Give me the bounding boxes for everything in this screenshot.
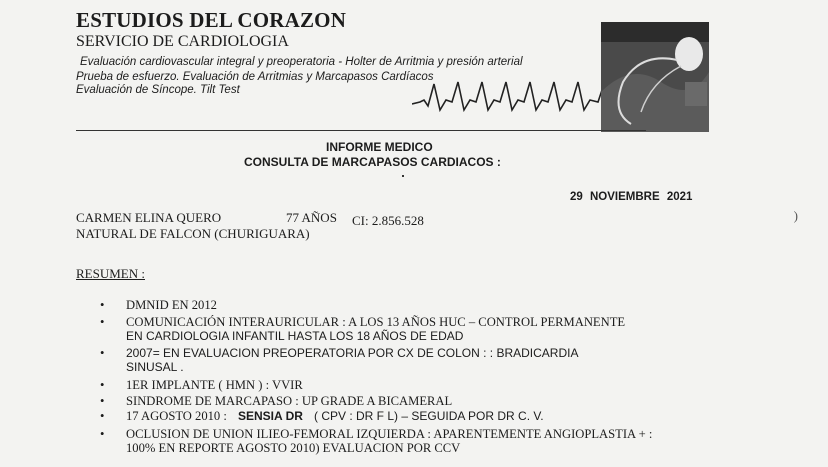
xray-pacemaker-image [601, 22, 709, 132]
summary-line: SINDROME DE MARCAPASO : UP GRADE A BICAMERAL [126, 394, 453, 408]
patient-id: CI: 2.856.528 [352, 213, 424, 228]
summary-line: 1ER IMPLANTE ( HMN ) : VVIR [126, 378, 303, 392]
summary-line: SINUSAL . [126, 360, 184, 374]
ecg-trace-logo [412, 70, 612, 120]
patient-age: 77 AÑOS [286, 210, 337, 225]
header-divider [76, 130, 646, 131]
device-model: SENSIA DR [238, 409, 303, 423]
bullet-icon: • [100, 378, 105, 392]
bullet-icon: • [100, 315, 105, 329]
ink-dot [402, 175, 404, 177]
summary-line: 2007= EN EVALUACION PREOPERATORIA POR CX DE COLON : : BRADICARDIA [126, 346, 579, 360]
report-date: 29 NOVIEMBRE 2021 [570, 191, 693, 203]
summary-line-date: 17 AGOSTO 2010 : [126, 409, 227, 423]
service-description-2: Prueba de esfuerzo. Evaluación de Arritmias y Marcapasos Cardíacos [76, 71, 434, 83]
summary-line: DMNID EN 2012 [126, 298, 217, 312]
service-description-3: Evaluación de Síncope. Tilt Test [76, 84, 240, 96]
summary-line: OCLUSION DE UNION ILIEO-FEMORAL IZQUIERDA : APARENTEMENTE ANGIOPLASTIA + : [126, 427, 653, 441]
report-title: INFORME MEDICO [326, 140, 433, 154]
summary-line: EN CARDIOLOGIA INFANTIL HASTA LOS 18 AÑOS DE EDAD [126, 329, 464, 343]
bullet-icon: • [100, 346, 105, 360]
summary-heading: RESUMEN : [76, 266, 145, 281]
bullet-icon: • [100, 409, 105, 423]
margin-mark: ) [793, 208, 798, 223]
report-subtitle: CONSULTA DE MARCAPASOS CARDIACOS : [244, 155, 501, 169]
bullet-icon: • [100, 427, 105, 441]
bullet-icon: • [100, 298, 105, 312]
service-description-1: Evaluación cardiovascular integral y preoperatoria - Holter de Arritmia y presión arterial [80, 56, 523, 68]
summary-line-rest: ( CPV : DR F L) – SEGUIDA POR DR C. V. [314, 409, 544, 423]
patient-name: CARMEN ELINA QUERO [76, 210, 222, 225]
bullet-icon: • [100, 394, 105, 408]
clinic-service: SERVICIO DE CARDIOLOGIA [76, 33, 289, 50]
patient-origin: NATURAL DE FALCON (CHURIGUARA) [76, 226, 310, 241]
summary-line: 100% EN REPORTE AGOSTO 2010) EVALUACION POR CCV [126, 441, 461, 455]
summary-line: COMUNICACIÓN INTERAURICULAR : A LOS 13 AÑOS HUC – CONTROL PERMANENTE [126, 315, 626, 329]
clinic-name: ESTUDIOS DEL CORAZON [76, 8, 347, 32]
